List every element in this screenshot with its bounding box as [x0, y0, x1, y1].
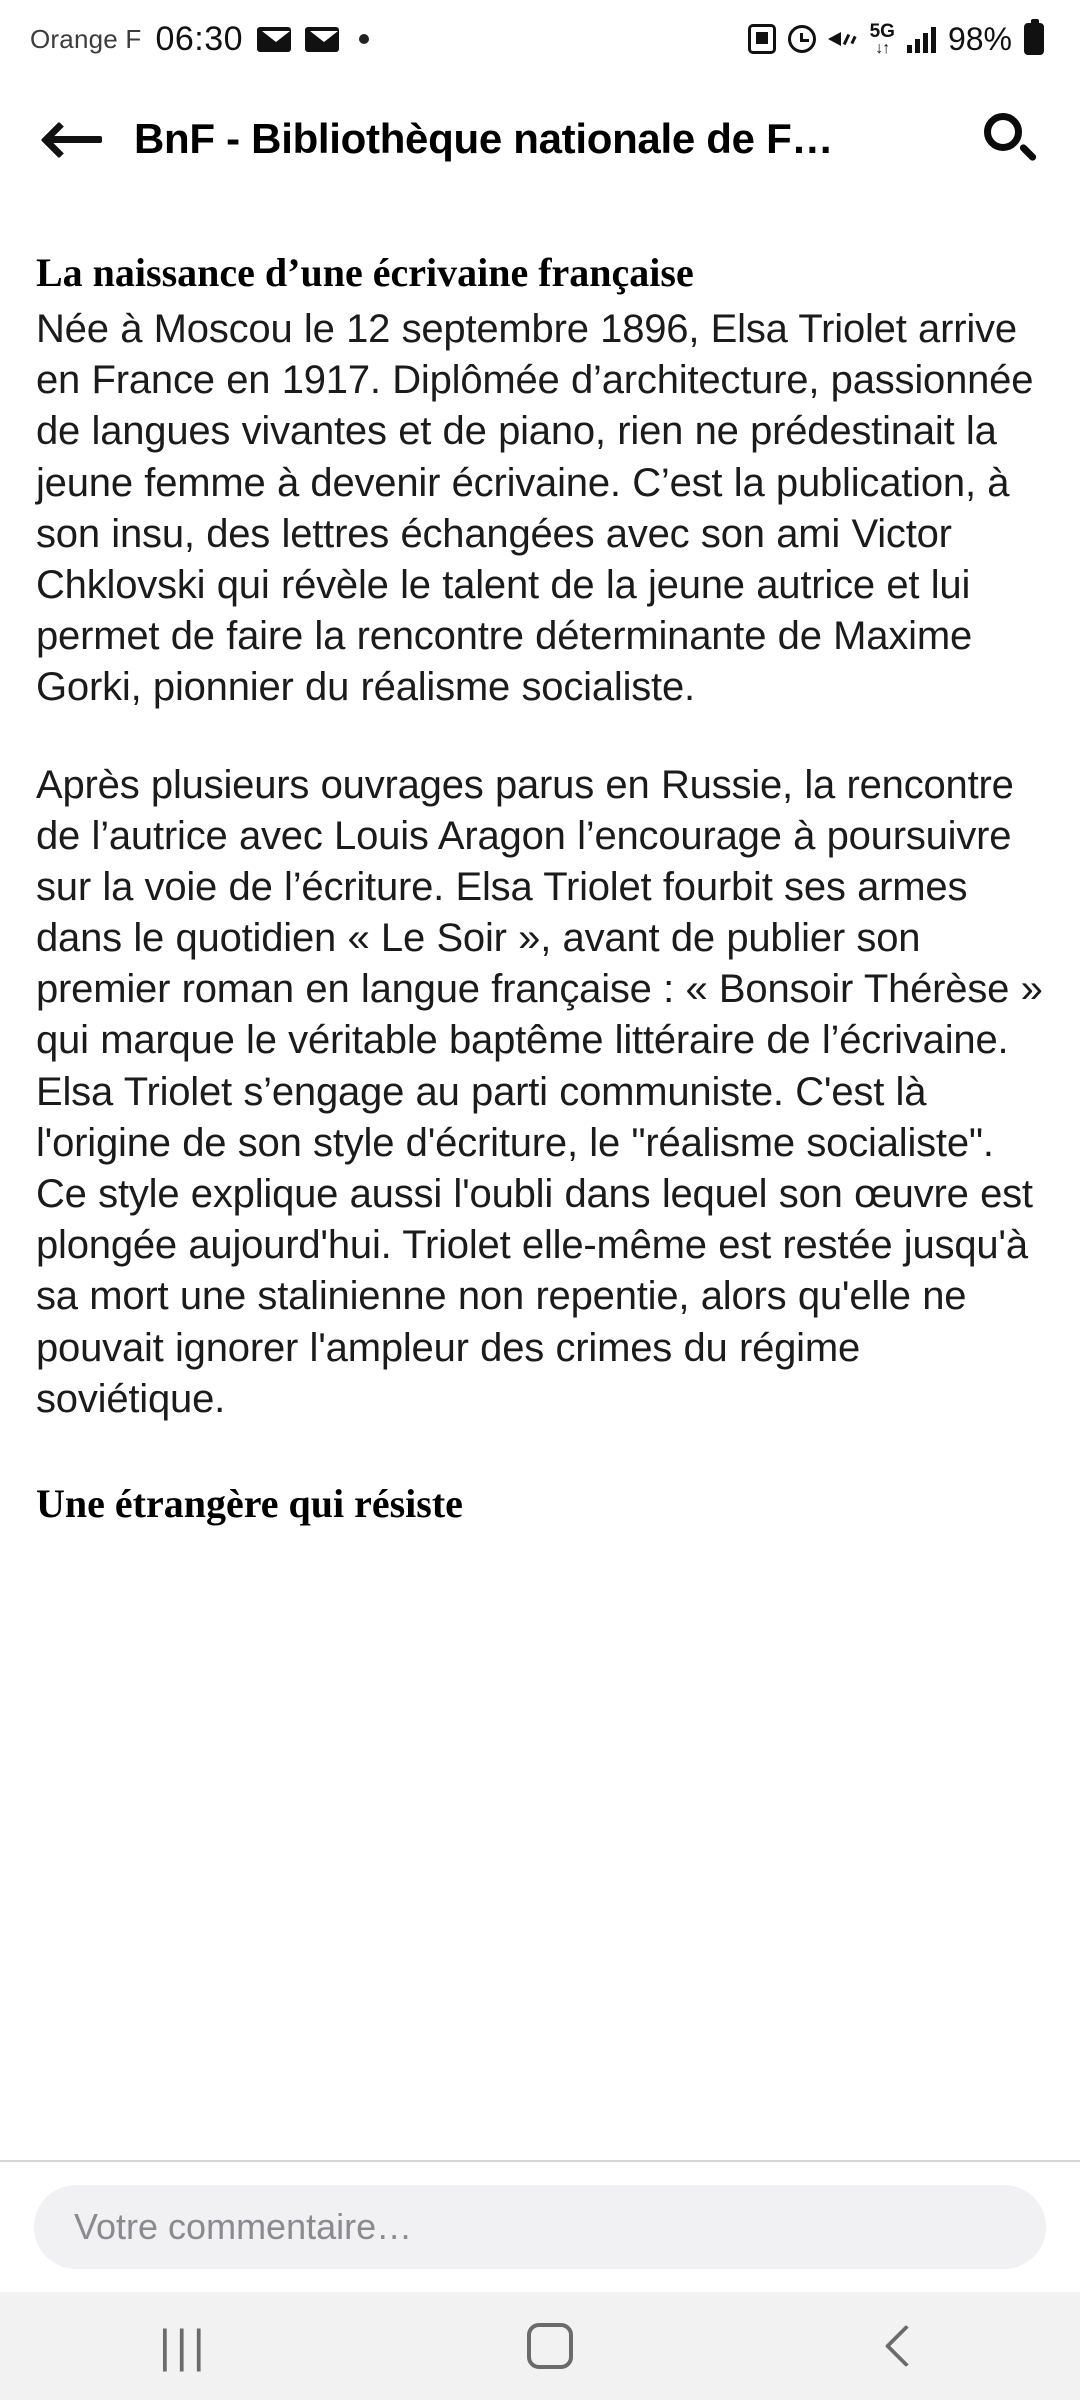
status-clock: 06:30 [155, 19, 244, 58]
article-paragraph-2: Après plusieurs ouvrages parus en Russie, la rencontre de l’autrice avec Louis Aragon l’encourage à poursuivre sur la voie de l’écriture. Elsa Triolet fourbit ses armes dans le quotidien « Le Soir », avant de publier son premier roman en langue française : « Bonsoir Thérèse » qui marque le véritable baptême littéraire de l’écrivaine. Elsa Triolet s’engage au parti communiste. C'est là l'origine de son style d'écriture, le "réalisme socialiste". Ce style explique aussi l'oubli dans lequel son œuvre est plongée aujourd'hui. Triolet elle-même est restée jusqu'à sa mort une stalinienne non repentie, alors qu'elle ne pouvait ignorer l'ampleur des crimes du régime soviétique. [36, 762, 1043, 1421]
alarm-icon [788, 25, 816, 53]
comment-bar [0, 2160, 1080, 2292]
status-bar-left [30, 20, 369, 59]
status-bar [0, 0, 1080, 78]
home-icon[interactable] [527, 2323, 573, 2369]
carrier-label: Orange F [30, 23, 142, 54]
mute-icon [828, 25, 858, 53]
battery-icon [1024, 23, 1044, 55]
dot-icon [359, 34, 369, 44]
page-title: BnF - Bibliothèque nationale de F… [134, 115, 834, 162]
nav-back-icon[interactable] [885, 2325, 927, 2367]
recents-icon[interactable]: ||| [158, 2320, 210, 2372]
section-heading-2: Une étrangère qui résiste [36, 1480, 463, 1526]
5g-icon [870, 22, 895, 57]
mail-icon [305, 27, 339, 52]
status-bar-right [748, 21, 1044, 58]
section-heading-1: La naissance d’une écrivaine française [36, 250, 694, 295]
system-nav-bar [0, 2292, 1080, 2400]
back-arrow-icon[interactable] [44, 116, 106, 162]
comment-input[interactable] [34, 2185, 1046, 2269]
article-paragraph-1: Née à Moscou le 12 septembre 1896, Elsa Triolet arrive en France en 1917. Diplômée d’architecture, passionnée de langues vivantes et de piano, rien ne prédestinait la jeune femme à devenir écrivaine. C’est la publication, à son insu, des lettres échangées avec son ami Victor Chklovski qui révèle le talent de la jeune autrice et lui permet de faire la rencontre déterminante de Maxime Gorki, pionnier du réalisme socialiste. [36, 307, 1034, 710]
screen-record-icon [748, 24, 776, 54]
signal-icon [907, 25, 936, 53]
mail-icon [257, 27, 291, 52]
article-content[interactable] [0, 200, 1080, 2160]
search-icon[interactable] [978, 109, 1038, 169]
network-arrows: ↓↑ [875, 39, 890, 57]
network-label: 5G [869, 20, 895, 42]
app-bar [0, 78, 1080, 200]
battery-percent-label: 98% [947, 20, 1012, 57]
